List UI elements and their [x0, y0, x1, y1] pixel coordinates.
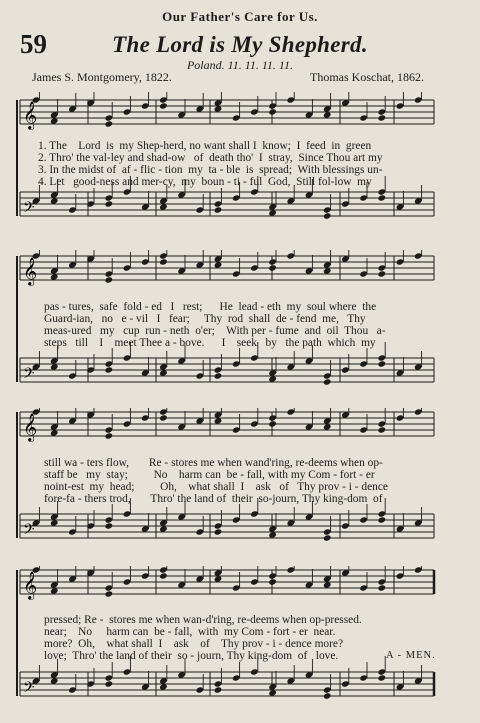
notehead [378, 426, 387, 433]
notehead [378, 114, 387, 121]
bass-clef-icon: 𝄢 [23, 365, 35, 386]
bass-clef-icon: 𝄢 [23, 679, 35, 700]
notehead [323, 534, 332, 541]
lyric-line: pas - tures, safe fold - ed I rest; He lead - eth my soul where the [44, 301, 377, 313]
lyric-line: 1. The Lord is my Shep-herd, no want shall I know; I feed in green [38, 140, 372, 152]
page-header: Our Father's Care for Us. [162, 9, 318, 24]
notehead [105, 522, 114, 529]
notehead [378, 516, 387, 523]
notehead [159, 414, 168, 421]
author-credit: James S. Montgomery, 1822. [32, 70, 172, 84]
treble-clef-icon: 𝄞 [23, 101, 38, 129]
notehead [105, 120, 114, 127]
lyric-line: pressed; Re - stores me when wan-d'ring, re-deems when op-pressed. [44, 614, 362, 626]
notehead [214, 528, 223, 535]
notehead [323, 212, 332, 219]
notehead [159, 102, 168, 109]
bass-staff [20, 656, 434, 700]
lyric-line: meas-ured my cup run - neth o'er; With per - fume and oil Thou a- [44, 325, 386, 337]
notehead [268, 420, 277, 427]
lyric-line: love; Thro' the land of their so - journ, Thy king-dom of love. [44, 650, 339, 662]
notehead [105, 200, 114, 207]
lyric-line: staff be my stay; No harm can be - fall, with my Com - fort - er [44, 469, 375, 481]
lyric-line: steps till I meet Thee a - bove. I seek by the path which my [44, 337, 376, 349]
treble-staff [20, 250, 434, 286]
notehead [268, 264, 277, 271]
treble-clef-icon: 𝄞 [23, 257, 38, 285]
treble-staff [20, 408, 434, 442]
notehead [105, 276, 114, 283]
notehead [378, 584, 387, 591]
amen-label: A - MEN. [386, 650, 436, 661]
notehead [105, 432, 114, 439]
lyric-line: more? Oh, what shall I ask of Thy prov - i - dence more? [44, 638, 344, 650]
notehead [214, 206, 223, 213]
notehead [105, 366, 114, 373]
lyric-line: 3. In the midst of af - flic - tion my ta - ble is spread; With blessings un- [38, 164, 383, 176]
notehead [323, 692, 332, 699]
lyric-line: Guard-ian, no e - vil I fear; Thy rod shall de - fend me, Thy [44, 313, 366, 325]
notehead [105, 680, 114, 687]
notehead [105, 590, 114, 597]
notehead [378, 674, 387, 681]
tune-meter: Poland. 11. 11. 11. 11. [186, 58, 294, 72]
notehead [378, 194, 387, 201]
treble-clef-icon: 𝄞 [23, 413, 38, 441]
notehead [268, 578, 277, 585]
notehead [268, 108, 277, 115]
treble-clef-icon: 𝄞 [23, 571, 38, 599]
treble-staff [20, 566, 434, 600]
notehead [159, 258, 168, 265]
bass-clef-icon: 𝄢 [23, 199, 35, 220]
treble-staff [20, 92, 434, 130]
notehead [378, 270, 387, 277]
notehead [159, 572, 168, 579]
notehead [378, 360, 387, 367]
notehead [214, 372, 223, 379]
lyric-line: noint-est my head; Oh, what shall I ask of Thy prov - i - dence [44, 481, 388, 493]
bass-clef-icon: 𝄢 [23, 521, 35, 542]
composer-credit: Thomas Koschat, 1862. [310, 70, 424, 84]
hymn-title: The Lord is My Shepherd. [112, 32, 368, 57]
lyric-line: near; No harm can be - fall, with my Com - fort - er near. [44, 626, 336, 638]
notehead [214, 686, 223, 693]
lyric-line: 2. Thro' the val-ley and shad-ow of death tho' I stray, Since Thou art my [38, 152, 383, 164]
lyric-line: still wa - ters flow, Re - stores me when wand'ring, re-deems when op- [44, 457, 383, 469]
hymn-number: 59 [20, 29, 47, 59]
notehead [323, 378, 332, 385]
lyric-line: 4. Let good-ness and mer-cy, my boun - ti - ful God, Still fol-low my [38, 176, 372, 188]
lyric-line: fore-fa - thers trod, Thro' the land of their so-journ, Thy king-dom of [44, 493, 383, 505]
